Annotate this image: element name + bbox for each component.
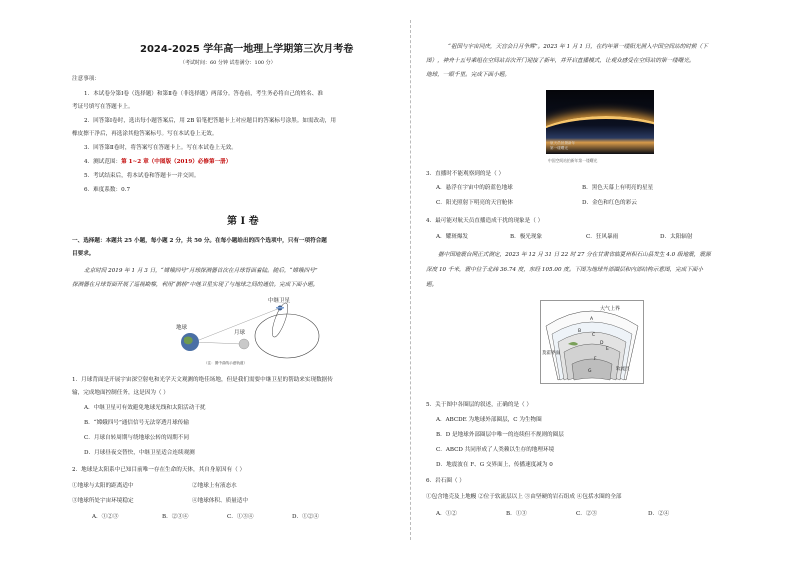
notice-2a: 2．回答第Ⅰ卷时，选出每小题答案后，用 2B 铅笔把答题卡上对应题目的答案标号涂黑。如需改动，用 [84,118,336,124]
instructions-b: 目要求。 [72,251,95,257]
photo-caption [550,141,575,150]
q2-statement-3: ③地球所处宇宙环境稳定 [72,498,134,504]
photo-caption-a: 航天员拍摄新年 [550,141,576,145]
notice-4-prefix: 4．测试范围： [84,159,122,165]
label-F: F [594,357,597,362]
q4-option-d[interactable]: D．太阳辐射 [660,234,693,240]
relay-solar-panel-icon [276,307,284,309]
q1-stem-b: 输，完成地面控制任务，这是因为（ ） [72,390,169,396]
label-D: D [600,341,604,346]
q2-option-a[interactable]: A．①②③ [92,514,119,520]
q1-option-d[interactable]: D．月球昼夜交替快，中继卫星适合连续观测 [84,450,195,456]
q5-option-d[interactable]: D．地震波在 F、G 交界面上，传播速度减为 0 [436,462,553,468]
notice-1a: 1．本试卷分第Ⅰ卷（选择题）和第Ⅱ卷（非选择题）两部分。答卷前，考生务必将自己的姓名、准 [84,91,323,97]
q2-statement-2: ②地球上有液态水 [192,483,237,489]
label-B: B [578,329,582,334]
q1-option-b[interactable]: B．“嫦娥四号”通信信号无法穿透月球传输 [84,420,189,426]
left-column [72,0,392,562]
q3-option-b[interactable]: B．黑色天幕上有明亮的星星 [582,185,654,191]
notice-heading: 注意事项： [72,76,100,82]
q2-option-b[interactable]: B．②③④ [162,514,189,520]
earth-spheres-diagram [540,300,644,384]
intro-b: 图），神舟十五号乘组在空间站首次开门迎接了新年，并开启直播模式，让观众感受在空间站的第一缕曙光。 [426,58,695,64]
column-divider [410,20,411,540]
intro-a: “祖国与宇宙同庆，天宫会日月争辉”。2023 年 1 月 1 日，在约年第一缕阳光照入中国空间站的时候（下 [448,44,708,50]
q1-stem-a: 1．月球背面是开展宇宙深空射电和光学天文观测的绝佳场地，但是我们需要中继卫星的帮助来实现数据传 [72,377,333,383]
intro-c: 地球，一眼千里。完成下面小题。 [426,72,510,78]
photo-label: 中国空间站拍新年第一缕曙光 [548,158,598,163]
label-moho: 莫霍界面 [542,351,560,356]
q2-option-d[interactable]: D．①②④ [292,514,319,520]
q1-option-c[interactable]: C．月球自转周期与绕地球公转的周期不同 [84,435,189,441]
label-moon: 月球 [234,330,246,336]
notice-4 [84,159,231,166]
space-station-dawn-photo [546,90,654,154]
q3-option-a[interactable]: A．悬浮在宇宙中的蔚蓝色地球 [436,185,513,191]
label-G: G [588,369,592,374]
passage-quake-c: 题。 [426,282,438,288]
label-asthenosphere: 软流层 [616,367,630,372]
notice-1b: 考证号填写在答题卡上。 [72,104,134,110]
q5-stem: 5．关于图中各圈层的叙述，正确的是（ ） [426,402,533,408]
earth-moon-relay-diagram [172,296,342,368]
q1-option-a[interactable]: A．中继卫星可有效避免地球光线和太阳活动干扰 [84,405,206,411]
q6-statements: ①包含地壳及上地幔 ②位于软流层以上 ③由坚硬的岩石组成 ④包括水圈的全部 [426,494,622,500]
q5-option-a[interactable]: A．ABCDE 为地球外部圈层，C 为生物圈 [436,417,542,423]
passage-a: 北京时间 2019 年 1 月 3 日，“嫦娥四号”月球探测器首次在月球背面着陆。随后，“嫦娥四号” [84,268,318,274]
label-A: A [590,317,594,322]
instructions-a: 一、选择题：本题共 25 小题，每小题 2 分，共 50 分。在每小题给出的四个选项中，只有一项符合题 [72,238,327,244]
q4-option-b[interactable]: B．极光现象 [510,234,543,240]
section-title: 第 Ⅰ 卷 [227,216,259,227]
right-column [426,0,756,562]
passage-quake-a: 据中国地震台网正式测定，2023 年 12 月 31 日 22 时 27 分在甘肃省临夏州积石山县发生 4.0 级地震，震源 [438,252,711,258]
exam-subtitle: （考试时间：60 分钟 试卷满分：100 分） [180,60,276,66]
q6-option-a[interactable]: A．①② [436,511,457,517]
notice-2b: 橡皮擦干净后，再选涂其他答案标号。写在本试卷上无效。 [72,131,218,137]
q3-option-c[interactable]: C．阳光照射下明亮的天宫舱体 [436,200,513,206]
q2-statement-1: ①地球与太阳的距离适中 [72,483,134,489]
q2-statement-4: ④地球体积、质量适中 [192,498,248,504]
notice-5: 5．考试结束后，将本试卷和答题卡一并交回。 [84,173,200,179]
q5-option-b[interactable]: B．D 是地球外部圈层中唯一的连续但不规则的圈层 [436,432,564,438]
moon-icon [239,339,249,349]
earth-land-icon [184,337,193,345]
passage-quake-b: 深度 10 千米，震中位于北纬 36.74 度，东经 105.00 度。下图为地球外部圈层和内部结构示意图，完成下面小 [426,267,704,273]
notice-4-scope: 第 1~2 章（中图版（2019）必修第一册） [121,159,232,165]
exam-title: 2024-2025 学年高一地理上学期第三次月考卷 [140,44,354,55]
signal-line-earth-moon [194,342,242,344]
photo-caption-b: 第一缕曙光 [550,145,568,150]
q4-option-c[interactable]: C．狂风暴雨 [586,234,619,240]
signal-line-earth-relay [194,308,280,342]
q6-option-b[interactable]: B．①③ [506,511,527,517]
q6-option-c[interactable]: C．②③ [576,511,598,517]
q2-option-c[interactable]: C．①③④ [227,514,254,520]
q5-option-c[interactable]: C．ABCD 共同形成了人类赖以生存的地理环境 [436,447,555,453]
q6-option-d[interactable]: D．②④ [648,511,670,517]
label-earth: 地球 [176,325,188,331]
core-layer [572,359,612,380]
label-C: C [592,333,596,338]
q3-option-d[interactable]: D．金色和红色的彩云 [582,200,637,206]
passage-b: 探测器在月球背面开展了巡视勘察，利用“鹊桥”中继卫星实现了与地球之间的通信。完成下面小题。 [72,282,319,288]
notice-6: 6．难度系数：0.7 [84,187,131,193]
notice-3: 3．回答第Ⅱ卷时，将答案写在答题卡上。写在本试卷上无效。 [84,145,237,151]
q4-stem: 4．最可能对航天员直播造成干扰的现象是（ ） [426,218,544,224]
label-E: E [606,347,609,352]
q4-option-a[interactable]: A．耀斑爆发 [436,234,469,240]
label-atmosphere-top: 大气上界 [600,306,621,312]
label-relay: 中继卫星 [268,298,291,304]
q6-stem: 6．岩石圈（ ） [426,478,465,484]
q2-stem: 2．地球是太阳系中已知目前唯一存在生命的天体，其自身原因有（ ） [72,467,246,473]
moon-orbit-ellipse [255,314,319,358]
q3-stem: 3．直播时不能观察到的是（ ） [426,171,505,177]
label-orbit-note: （注：图中曲线示意轨道） [204,361,248,365]
